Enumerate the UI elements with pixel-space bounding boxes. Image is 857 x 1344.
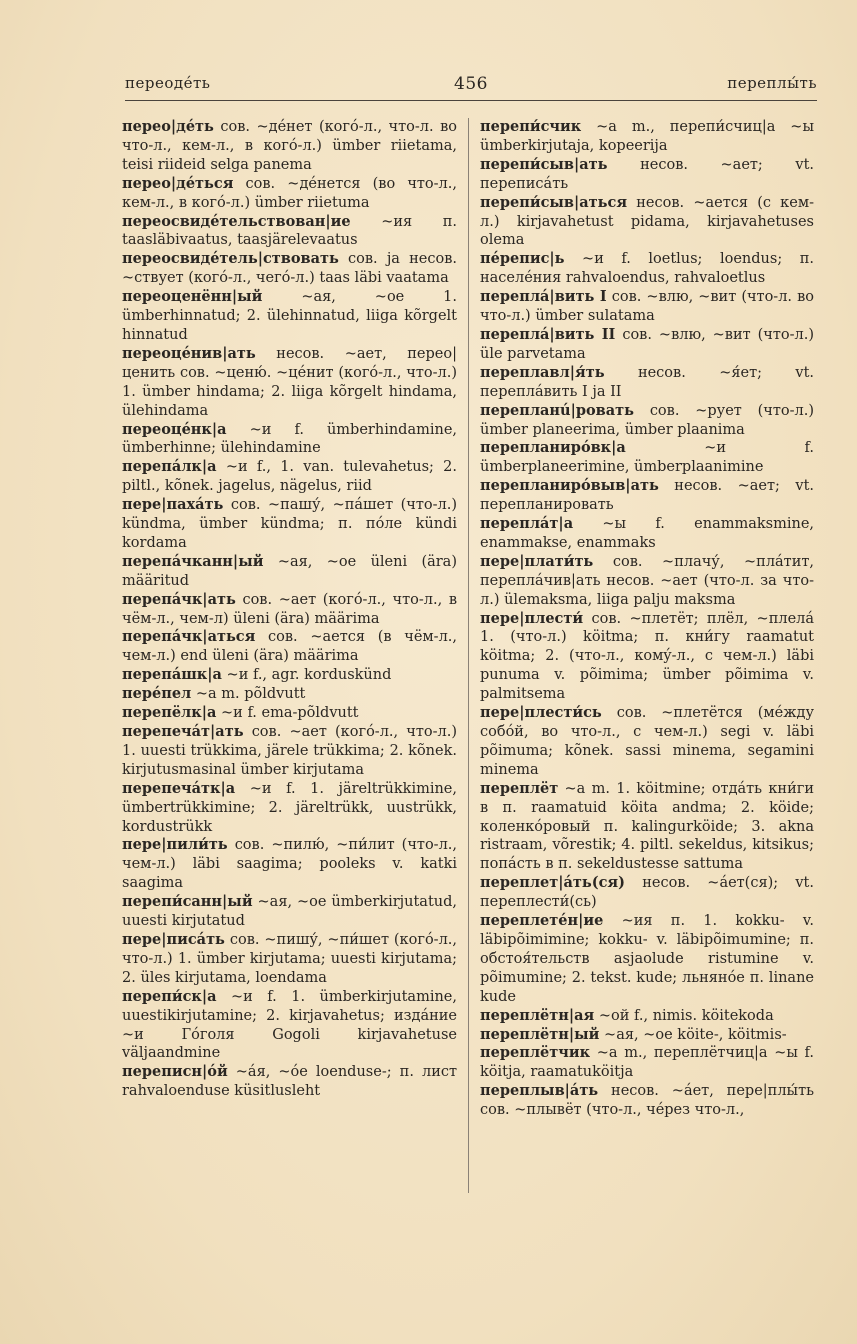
entry-definition: сов. ~плачу́, ~плáтит, переплáчив|ать несов. ~ает (что-л. за что-л.) ülemaksma, liiga palju maksma bbox=[480, 553, 815, 608]
left-guide-word: переодéть bbox=[125, 74, 211, 92]
entry-definition: ~и f., 1. van. tulevahetus; 2. piltl., kõnek. jagelus, nägelus, riid bbox=[122, 459, 458, 495]
entry-headword: перепёлк|а bbox=[122, 704, 217, 722]
entry-headword: переосвидéтель|ствовать bbox=[122, 250, 339, 268]
entry-definition: ~ая, ~ое ümberkirjutatud, uuesti kirjutatud bbox=[122, 894, 457, 930]
entry-definition: ~и f. loetlus; loendus; п. населéния rahvaloendus, rahvaloetlus bbox=[480, 251, 815, 287]
dictionary-entry bbox=[122, 591, 457, 629]
dictionary-entry bbox=[480, 326, 814, 364]
entry-definition: сов. ~пашу́, ~пáшет (что-л.) kündma, ümber kündma; п. пóле kündi kordama bbox=[122, 497, 458, 551]
entry-definition: сов. ~ает (когó-л., что-л.) 1. uuesti trükkima, järele trükkima; 2. kõnek. kirjutusmasinal ümber kirjutama bbox=[122, 724, 457, 778]
entry-headword: переплетéн|ие bbox=[480, 912, 604, 930]
entry-definition: несов. ~ает; vt. перепланировать bbox=[480, 478, 815, 514]
entry-headword: переплётн|ая bbox=[480, 1006, 595, 1024]
dictionary-entry bbox=[480, 288, 814, 326]
entry-definition: сов. ~пишу́, ~пи́шет (когó-л., что-л.) 1. ümber kirjutama; uuesti kirjutama; 2. üles kirjutama, loendama bbox=[122, 931, 458, 986]
dictionary-entry bbox=[122, 288, 457, 345]
dictionary-entry bbox=[480, 156, 814, 194]
dictionary-entry bbox=[480, 1044, 814, 1082]
dictionary-entry bbox=[122, 553, 457, 591]
entry-definition: ~ия п. 1. kokku- v. läbipõimimine; kokku- v. läbipõimumine; п. обстоя́тельств asjaolude ristumine v. põimumine; 2. tekst. kude; льнянóе п. linane kude bbox=[480, 913, 814, 1005]
entry-headword: переплётн|ый bbox=[480, 1025, 600, 1043]
dictionary-entry bbox=[122, 931, 457, 988]
entry-headword: перепи́сыв|ать bbox=[480, 155, 608, 173]
entry-headword: пере|пили́ть bbox=[122, 836, 228, 854]
entry-definition: ~а m., переплётчиц|а ~ы f. köitja, raamatuköitja bbox=[480, 1045, 815, 1081]
page-number: 456 bbox=[454, 74, 488, 94]
entry-headword: переписн|óй bbox=[122, 1063, 228, 1081]
entry-definition: сов. ~дéнет (когó-л., что-л. во что-л., кем-л., в когó-л.) ümber riietama, teisi riideid selga panema bbox=[122, 119, 458, 173]
entry-definition: сов. ~рует (что-л.) ümber planeerima, ümber plaanima bbox=[480, 402, 815, 438]
entry-headword: пере|плести́сь bbox=[480, 704, 602, 722]
entry-headword: переосвидéтельствован|ие bbox=[122, 212, 351, 230]
entry-headword: пере|писáть bbox=[122, 930, 225, 948]
dictionary-entry bbox=[480, 250, 814, 288]
dictionary-entry bbox=[480, 610, 814, 705]
dictionary-entry bbox=[480, 402, 814, 440]
dictionary-entry bbox=[480, 118, 814, 156]
entry-definition: ~ия п. taasläbivaatus, taasjärelevaatus bbox=[122, 213, 457, 249]
entry-headword: перепечáт|ать bbox=[122, 723, 244, 740]
entry-headword: перéпел bbox=[122, 685, 192, 703]
dictionary-entry bbox=[480, 477, 814, 515]
entry-definition: ~áя, ~óе loenduse-; п. лист rahvaloenduse küsitlusleht bbox=[122, 1064, 457, 1100]
entry-headword: переоценённ|ый bbox=[122, 288, 263, 306]
dictionary-entry bbox=[480, 874, 814, 912]
entry-definition: несов. ~ает; vt. переписáть bbox=[480, 156, 815, 192]
entry-definition: несов. ~áет(ся); vt. переплести́(сь) bbox=[480, 875, 814, 911]
dictionary-entry bbox=[122, 685, 457, 704]
entry-headword: перепи́счик bbox=[480, 118, 582, 135]
dictionary-entry bbox=[122, 118, 457, 175]
entry-headword: переплá|вить I bbox=[480, 288, 607, 306]
dictionary-entry bbox=[480, 553, 814, 610]
entry-headword: перепи́сыв|аться bbox=[480, 193, 628, 211]
dictionary-entry bbox=[480, 1026, 814, 1045]
entry-definition: сов. ~влю, ~вит (что-л.) üle parvetama bbox=[480, 326, 815, 362]
right-column bbox=[480, 118, 814, 1120]
entry-headword: переплавл|я́ть bbox=[480, 363, 605, 381]
entry-headword: переплет|áть(ся) bbox=[480, 874, 626, 892]
entry-headword: перепáчк|аться bbox=[122, 628, 256, 646]
entry-headword: переплáт|а bbox=[480, 515, 574, 533]
dictionary-entry bbox=[122, 893, 457, 931]
dictionary-entry bbox=[122, 496, 457, 553]
entry-headword: переоцéнк|а bbox=[122, 420, 227, 438]
entry-definition: сов. ~плетётся (мéжду собóй, во что-л., с чем-л.) segi v. läbi põimuma; kõnek. sassi minema, segamini minema bbox=[480, 705, 815, 778]
dictionary-entry bbox=[480, 780, 814, 875]
dictionary-entry bbox=[122, 704, 457, 723]
entry-definition: сов. ~ает (когó-л., что-л., в чём-л., чем-л) üleni (ära) määrima bbox=[122, 591, 457, 627]
dictionary-entry bbox=[122, 421, 457, 459]
dictionary-entry bbox=[122, 250, 457, 288]
column-divider bbox=[468, 118, 469, 1193]
entry-definition: ~и f., agr. korduskünd bbox=[226, 667, 392, 684]
entry-headword: переплётчик bbox=[480, 1044, 591, 1062]
dictionary-entry bbox=[122, 628, 457, 666]
dictionary-entry bbox=[122, 345, 457, 421]
dictionary-entry bbox=[122, 175, 457, 213]
entry-definition: ~а m., перепи́счиц|а ~ы ümberkirjutaja, kopeerija bbox=[480, 119, 814, 154]
dictionary-entry bbox=[122, 213, 457, 251]
dictionary-entry bbox=[122, 836, 457, 893]
entry-definition: ~и f. ümberplaneerimine, ümberplaanimine bbox=[480, 440, 814, 476]
entry-headword: перепáчканн|ый bbox=[122, 552, 264, 570]
entry-headword: перео|дéть bbox=[122, 118, 214, 135]
dictionary-entry bbox=[480, 515, 814, 553]
entry-definition: несов. ~ается (с кем-л.) kirjavahetust pidama, kirjavahetuses olema bbox=[480, 194, 814, 249]
dictionary-entry bbox=[122, 666, 457, 685]
entry-headword: перео|дéться bbox=[122, 174, 234, 192]
dictionary-entry bbox=[122, 723, 457, 780]
entry-definition: несов. ~я́ет; vt. переплáвить I ja II bbox=[480, 364, 814, 400]
entry-headword: переплёт bbox=[480, 779, 559, 797]
entry-headword: перепланирóвыв|ать bbox=[480, 477, 659, 495]
entry-definition: несов. ~áет, пере|плы́ть сов. ~плывёт (что-л., чéрез что-л., bbox=[480, 1083, 815, 1119]
header-rule bbox=[125, 100, 817, 101]
entry-definition: сов. ~дéнется (во что-л., кем-л., в когó-л.) ümber riietuma bbox=[122, 175, 457, 211]
left-column bbox=[122, 118, 457, 1101]
entry-definition: ~и f. ümberhindamine, ümberhinne; ülehindamine bbox=[122, 421, 458, 457]
entry-headword: переплыв|áть bbox=[480, 1082, 599, 1100]
dictionary-entry bbox=[122, 458, 457, 496]
entry-definition: ~а m. 1. köitmine; отдáть кни́ги в п. raamatuid köita andma; 2. köide; коленкóровый п. kalingurköide; 3. akna ristraam, võrestik; 4. piltl. sekeldus, kitsikus; попáсть в п. sekeldustesse sattuma bbox=[480, 780, 814, 873]
entry-headword: переплá|вить II bbox=[480, 325, 616, 343]
entry-definition: несов. ~ает, перео|ценить сов. ~ценю́. ~цéнит (когó-л., что-л.) 1. ümber hindama; 2. liiga kõrgelt hindama, ülehindama bbox=[122, 345, 457, 419]
dictionary-entry bbox=[122, 988, 457, 1064]
dictionary-entry bbox=[480, 912, 814, 1007]
dictionary-entry bbox=[122, 1063, 457, 1101]
entry-definition: ~ой f., nimis. köitekoda bbox=[598, 1007, 774, 1024]
entry-definition: сов. ~плетёт; плёл, ~плелá 1. (что-л.) köitma; п. кни́гу raamatut köitma; 2. (что-л., комý-л., с чем-л.) läbi punuma v. põimima; ümber põimima v. palmitsema bbox=[480, 610, 815, 703]
entry-headword: перепланирóвк|а bbox=[480, 439, 626, 457]
entry-headword: пере|плести́ bbox=[480, 609, 584, 627]
entry-headword: перепáчк|ать bbox=[122, 590, 236, 608]
entry-headword: пере|плати́ть bbox=[480, 552, 594, 570]
entry-headword: перепáлк|а bbox=[122, 458, 217, 476]
dictionary-entry bbox=[480, 194, 814, 251]
entry-definition: ~и f. 1. ümberkirjutamine, uuestikirjutamine; 2. kirjavahetus; издáние ~и Гóголя Gogoli kirjavahetuse väljaandmine bbox=[122, 988, 457, 1062]
dictionary-entry bbox=[480, 364, 814, 402]
entry-definition: сов. ja несов. ~ствует (когó-л., чегó-л.) taas läbi vaatama bbox=[122, 251, 458, 287]
dictionary-entry bbox=[480, 1007, 814, 1026]
right-guide-word: переплы́ть bbox=[727, 74, 817, 92]
dictionary-entry bbox=[480, 439, 814, 477]
dictionary-entry bbox=[122, 780, 457, 837]
entry-headword: пéрепис|ь bbox=[480, 250, 565, 268]
entry-definition: ~и f. ema-põldvutt bbox=[221, 705, 359, 722]
entry-definition: сов. ~пилю́, ~пи́лит (что-л., чем-л.) läbi saagima; pooleks v. katki saagima bbox=[122, 837, 458, 892]
entry-definition: сов. ~ается (в чём-л., чем-л.) end üleni (ära) määrima bbox=[122, 629, 458, 665]
entry-headword: перепáшк|а bbox=[122, 666, 222, 684]
entry-headword: перепечáтк|а bbox=[122, 779, 236, 797]
running-head bbox=[125, 74, 817, 98]
dictionary-entry bbox=[480, 1082, 814, 1120]
entry-headword: перепланú|ровать bbox=[480, 401, 634, 419]
entry-definition: ~ая, ~ое 1. ümberhinnatud; 2. ülehinnatud, liiga kõrgelt hinnatud bbox=[122, 289, 457, 343]
entry-definition: ~ая, ~ое üleni (ära) määritud bbox=[122, 553, 457, 589]
entry-definition: ~а m. põldvutt bbox=[195, 686, 306, 703]
entry-headword: переоцéнив|ать bbox=[122, 344, 256, 362]
entry-headword: перепи́санн|ый bbox=[122, 893, 253, 911]
entry-headword: перепи́ск|а bbox=[122, 987, 217, 1005]
entry-headword: пере|пахáть bbox=[122, 496, 224, 514]
entry-definition: ~ая, ~ое köite-, köitmis- bbox=[604, 1026, 787, 1043]
dictionary-entry bbox=[480, 704, 814, 780]
entry-definition: ~ы f. enammaksmine, enammakse, enammaks bbox=[480, 516, 815, 551]
entry-definition: сов. ~влю, ~вит (что-л. во что-л.) ümber sulatama bbox=[480, 289, 814, 325]
entry-definition: ~и f. 1. järeltrükkimine, ümbertrükkimine; 2. järeltrükk, uustrükk, kordustrükk bbox=[122, 780, 457, 835]
